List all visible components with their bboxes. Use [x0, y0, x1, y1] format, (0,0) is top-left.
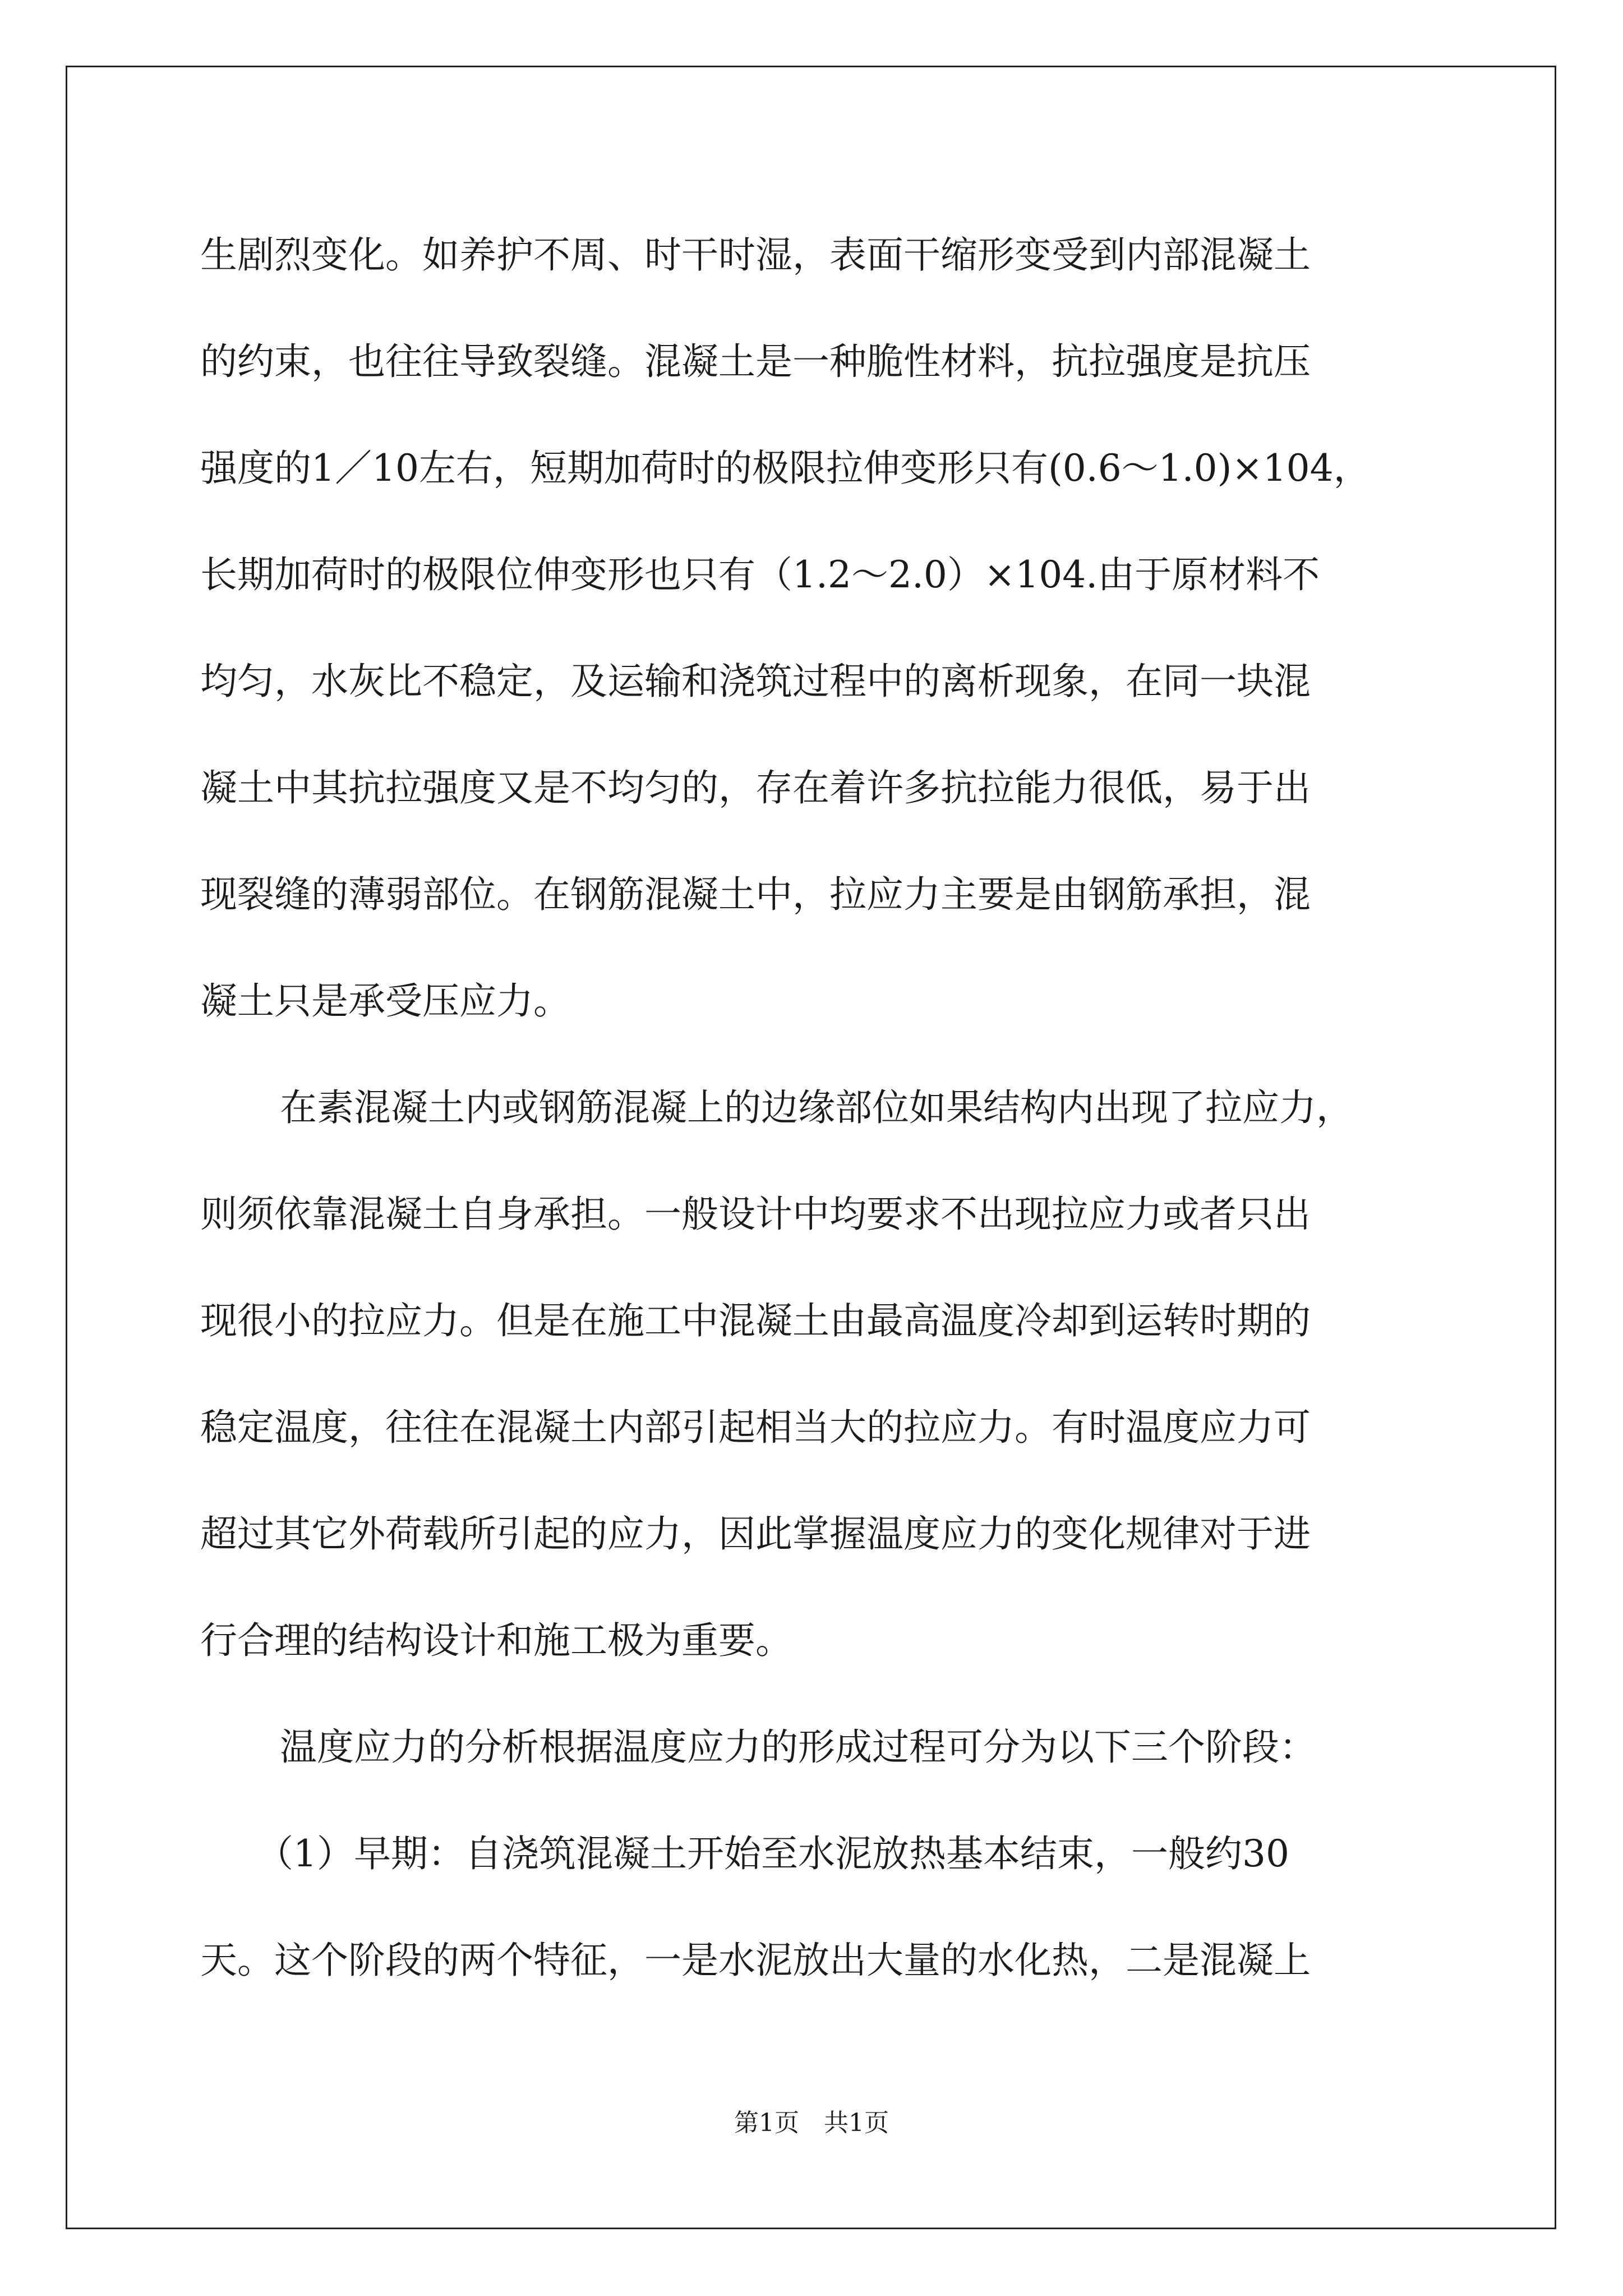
paragraph-3	[200, 1705, 1434, 1812]
document-body	[200, 213, 1434, 2025]
text-line: 生剧烈变化。如养护不周、时干时湿，表面干缩形变受到内部混凝土	[200, 233, 1311, 277]
text-line: （1）早期：自浇筑混凝土开始至水泥放热基本结束，一般约30	[256, 1832, 1289, 1875]
text-line: 的约束，也往往导致裂缝。混凝土是一种脆性材料，抗拉强度是抗压	[200, 340, 1311, 383]
text-line: 长期加荷时的极限位伸变形也只有（1.2～2.0）×104.由于原材料不	[200, 553, 1320, 596]
paragraph-4	[200, 1812, 1434, 2025]
text-line: 均匀，水灰比不稳定，及运输和浇筑过程中的离析现象，在同一块混	[200, 660, 1311, 703]
paragraph-1	[200, 213, 1434, 1066]
text-line: 行合理的结构设计和施工极为重要。	[200, 1619, 792, 1662]
text-line: 超过其它外荷载所引起的应力，因此掌握温度应力的变化规律对于进	[200, 1512, 1311, 1556]
text-line: 强度的1／10左右，短期加荷时的极限拉伸变形只有(0.6～1.0)×104，	[200, 447, 1371, 490]
text-line: 稳定温度，往往在混凝土内部引起相当大的拉应力。有时温度应力可	[200, 1406, 1311, 1449]
paragraph-2	[200, 1066, 1434, 1705]
text-line: 温度应力的分析根据温度应力的形成过程可分为以下三个阶段：	[280, 1726, 1316, 1769]
text-line: 天。这个阶段的两个特征，一是水泥放出大量的水化热，二是混凝上	[200, 1939, 1311, 1982]
text-line: 现裂缝的薄弱部位。在钢筋混凝土中，拉应力主要是由钢筋承担，混	[200, 873, 1311, 916]
text-line: 在素混凝土内或钢筋混凝上的边缘部位如果结构内出现了拉应力，	[280, 1086, 1353, 1129]
text-line: 则须依靠混凝土自身承担。一般设计中均要求不出现拉应力或者只出	[200, 1193, 1311, 1236]
text-line: 凝土中其抗拉强度又是不均匀的，存在着许多抗拉能力很低，易于出	[200, 766, 1311, 809]
page-footer: 第1页 共1页	[734, 2109, 889, 2137]
text-line: 现很小的拉应力。但是在施工中混凝土由最高温度冷却到运转时期的	[200, 1299, 1311, 1342]
text-line: 凝土只是承受压应力。	[200, 979, 570, 1023]
